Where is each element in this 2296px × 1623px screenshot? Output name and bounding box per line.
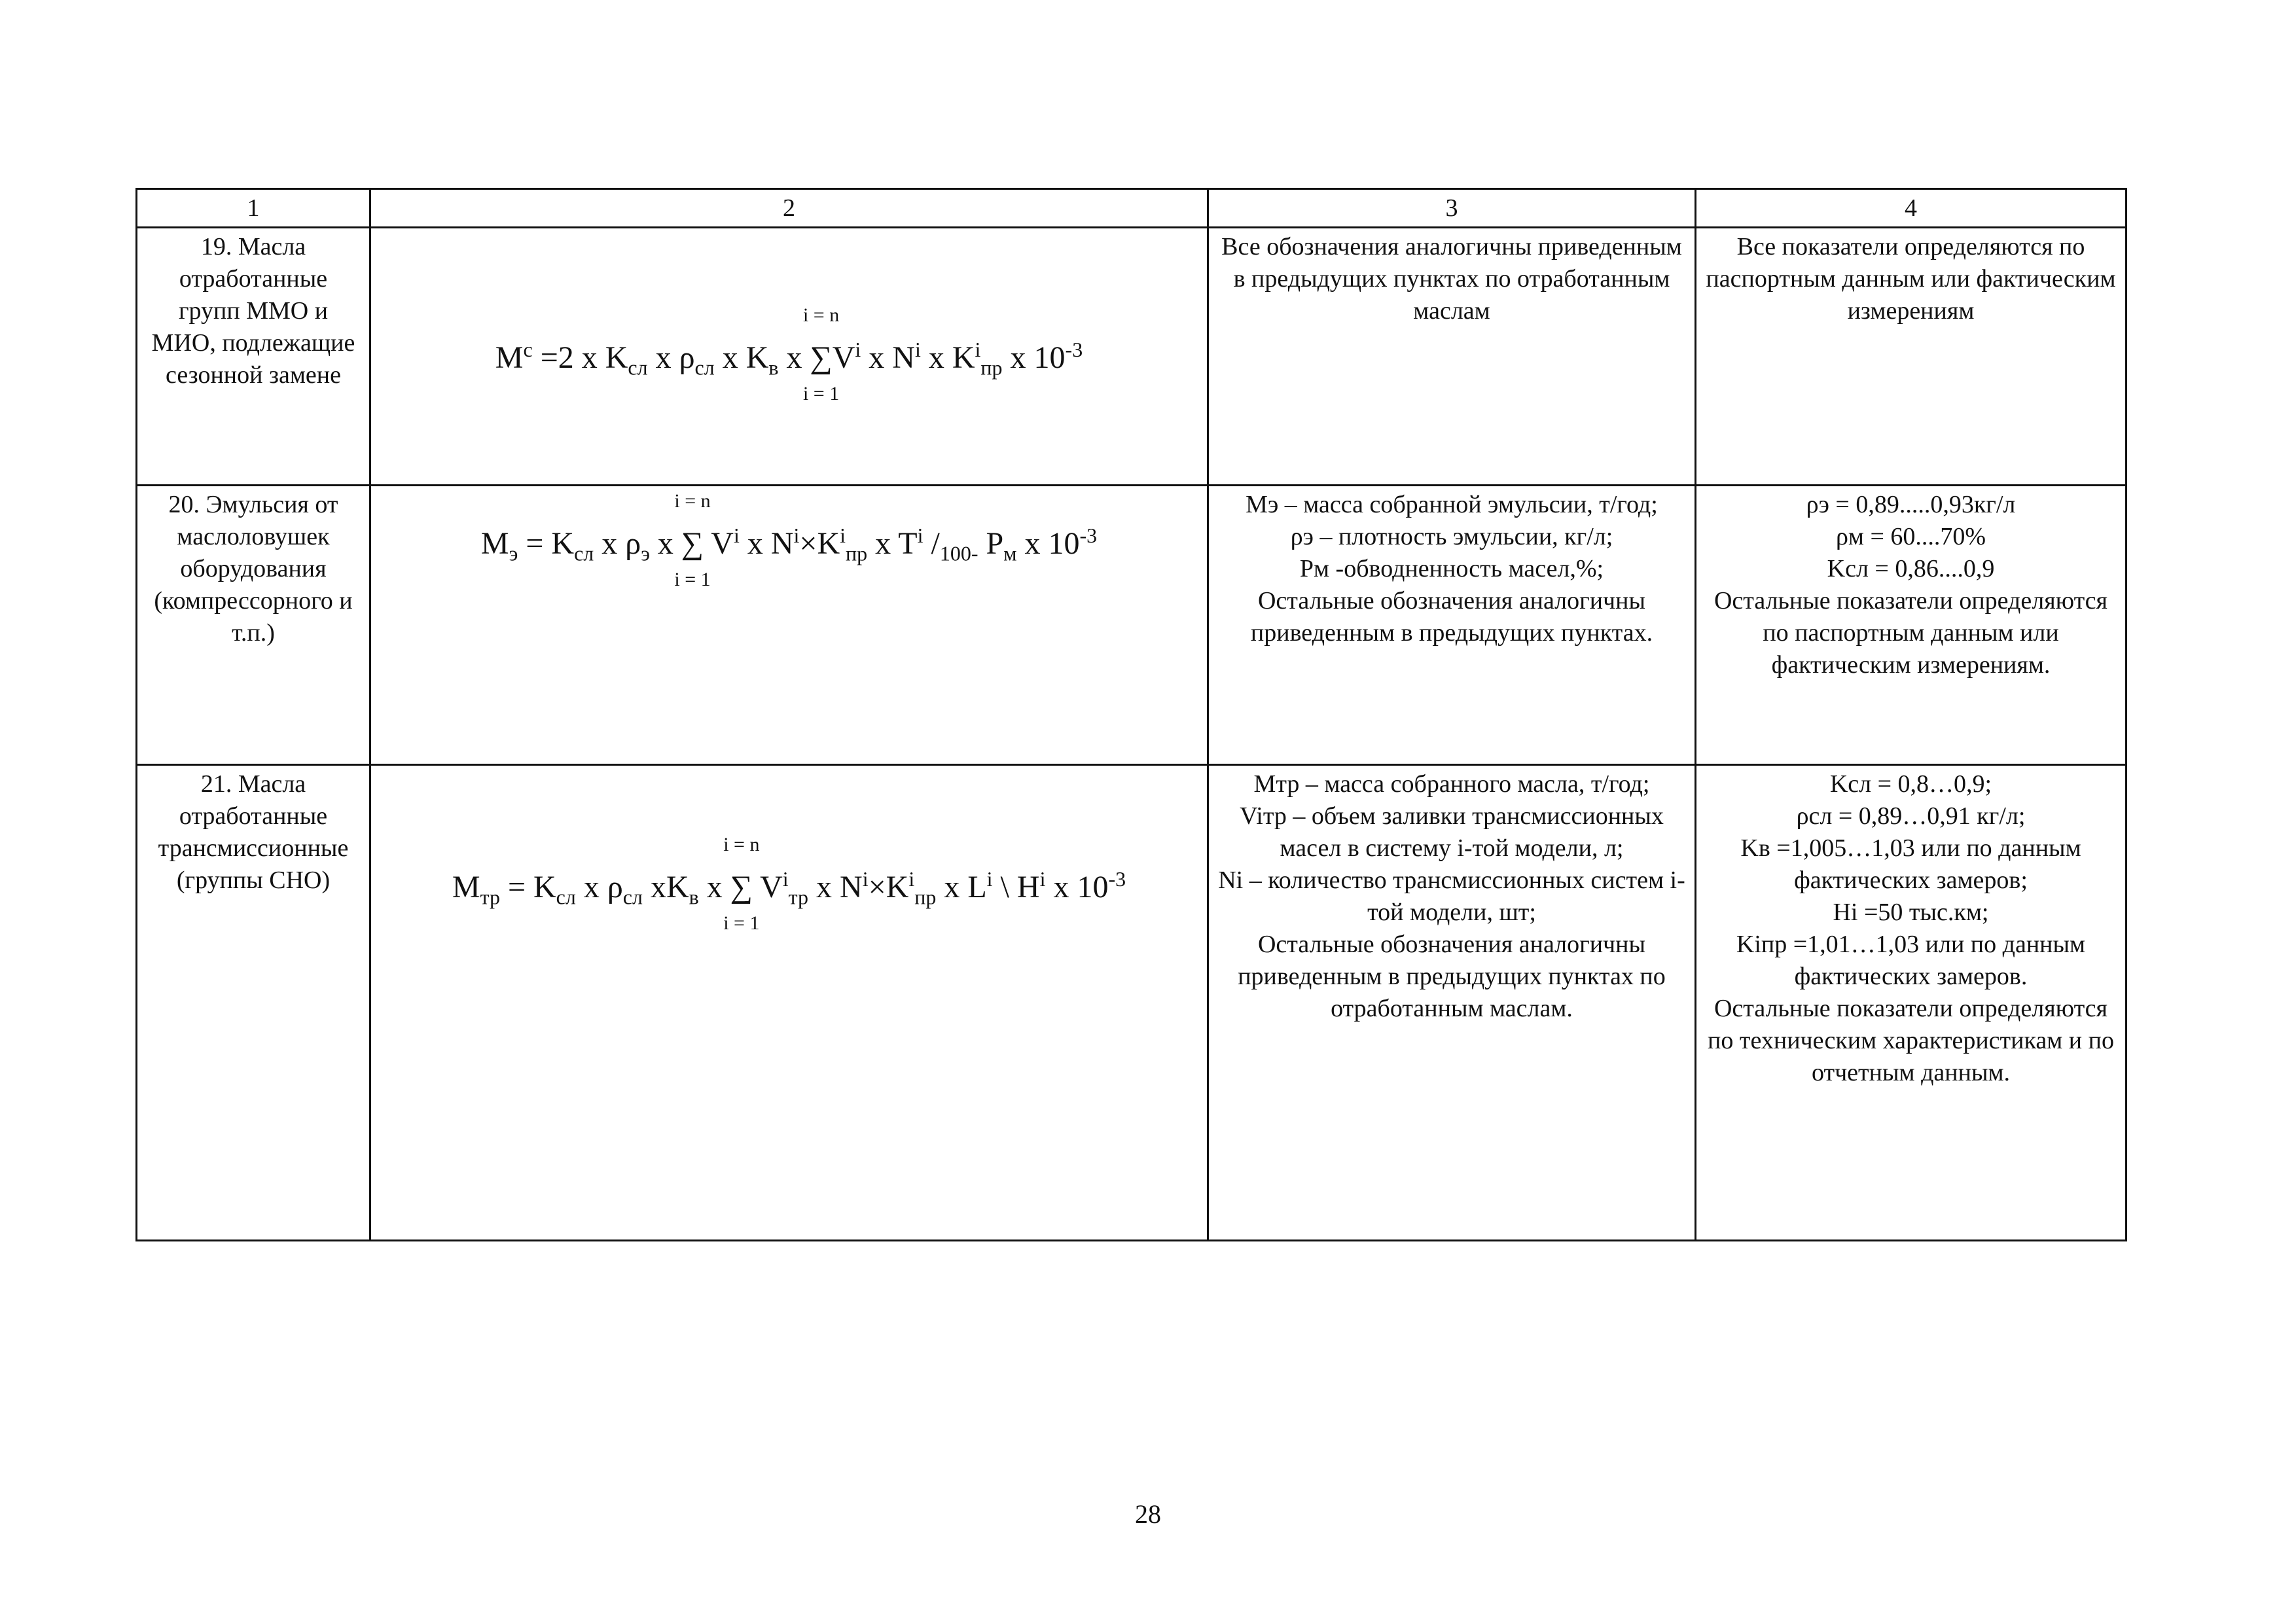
notation-cell xyxy=(1208,765,1696,1241)
value-line: Kiпр =1,01…1,03 или по данным фактических замеров. xyxy=(1736,931,2086,990)
mass-formula: $M_{тр} = K_{сл}$ x $\rho_{сл}$ $xK_в$ x i = n ∑ i = 1 $V^i_{тр}$ x $N^i\times K^i_{пр}$ x $L^i$ \ $H^i$ x $10^{-3}$ xyxy=(452,834,1126,934)
notation-line: ρэ – плотность эмульсии, кг/л; xyxy=(1290,523,1613,550)
notation-line: Pм -обводненность масел,%; xyxy=(1299,555,1604,582)
sum-upper-limit: i = n xyxy=(723,834,760,855)
values-cell xyxy=(1696,228,2126,486)
column-header: 2 xyxy=(370,189,1208,228)
values-cell xyxy=(1696,486,2126,765)
sum-lower-limit: i = 1 xyxy=(802,383,840,404)
value-line: Kв =1,005…1,03 или по данным фактических замеров; xyxy=(1740,834,2081,894)
notation-line: Все обозначения аналогичны приведенным в предыдущих пунктах по отработанным маслам xyxy=(1221,233,1682,325)
header-row xyxy=(137,189,2126,228)
column-header: 3 xyxy=(1208,189,1696,228)
waste-name-cell: 21. Масла отработанные трансмиссионные (группы СНО) xyxy=(137,765,370,1241)
formula-cell xyxy=(370,765,1208,1241)
waste-name-cell: 20. Эмульсия от маслоловушек оборудования (компрессорного и т.п.) xyxy=(137,486,370,765)
value-line: ρм = 60....70% xyxy=(1835,523,1986,550)
notation-line: Остальные обозначения аналогичны приведенным в предыдущих пунктах. xyxy=(1250,587,1653,647)
page-number: 28 xyxy=(1135,1499,1161,1529)
table-row xyxy=(137,486,2126,765)
notation-line: Ni – количество трансмиссионных систем i-той модели, шт; xyxy=(1218,866,1685,926)
formula-cell xyxy=(370,228,1208,486)
value-line: Kсл = 0,8…0,9; xyxy=(1829,770,1992,798)
notation-cell xyxy=(1208,228,1696,486)
formula-cell xyxy=(370,486,1208,765)
notation-line: Остальные обозначения аналогичны приведенным в предыдущих пунктах по отработанным маслам. xyxy=(1238,931,1666,1022)
sum-lower-limit: i = 1 xyxy=(723,912,760,934)
notation-line: Viтр – объем заливки трансмиссионных масел в систему i-той модели, л; xyxy=(1240,802,1664,862)
value-line: Все показатели определяются по паспортным данным или фактическим измерениям xyxy=(1706,233,2116,325)
notation-line: Mэ – масса собранной эмульсии, т/год; xyxy=(1246,491,1658,518)
sum-upper-limit: i = n xyxy=(674,490,711,512)
sum-operator: i = n ∑ i = 1 xyxy=(674,490,711,590)
sum-operator: i = n ∑ i = 1 xyxy=(802,304,840,404)
sum-lower-limit: i = 1 xyxy=(674,569,711,590)
notation-line: Mтр – масса собранного масла, т/год; xyxy=(1253,770,1650,798)
value-line: Hi =50 тыс.км; xyxy=(1833,899,1989,926)
column-header: 1 xyxy=(137,189,370,228)
waste-formula-table xyxy=(135,188,2127,1241)
value-line: Остальные показатели определяются по паспортным данным или фактическим измерениям. xyxy=(1713,587,2108,679)
value-line: Остальные показатели определяются по техническим характеристикам и по отчетным данным. xyxy=(1708,995,2114,1086)
table-row xyxy=(137,765,2126,1241)
value-line: ρэ = 0,89.....0,93кг/л xyxy=(1806,491,2016,518)
column-header: 4 xyxy=(1696,189,2126,228)
mass-formula: $M^c =2$ x $K_{сл}$ x $\rho_{сл}$ x $K_в$ x i = n ∑ i = 1 $V^i$ x $N^i$ x $K^i_{пр}$ x $10^{-3}$ xyxy=(495,304,1083,404)
notation-cell xyxy=(1208,486,1696,765)
mass-formula: $M_э = K_{сл}$ x $\rho_э$ x i = n ∑ i = 1 $V^i$ x $N^i\times K^i_{пр}$ x $T^i$ $/_{100-}$ $P_м$ x $10^{-3}$ xyxy=(480,490,1098,590)
value-line: Kсл = 0,86....0,9 xyxy=(1827,555,1995,582)
waste-name-cell: 19. Масла отработанные групп ММО и МИО, подлежащие сезонной замене xyxy=(137,228,370,486)
table-row xyxy=(137,228,2126,486)
sum-upper-limit: i = n xyxy=(802,304,840,326)
sum-operator: i = n ∑ i = 1 xyxy=(723,834,760,934)
values-cell xyxy=(1696,765,2126,1241)
value-line: ρсл = 0,89…0,91 кг/л; xyxy=(1796,802,2026,830)
